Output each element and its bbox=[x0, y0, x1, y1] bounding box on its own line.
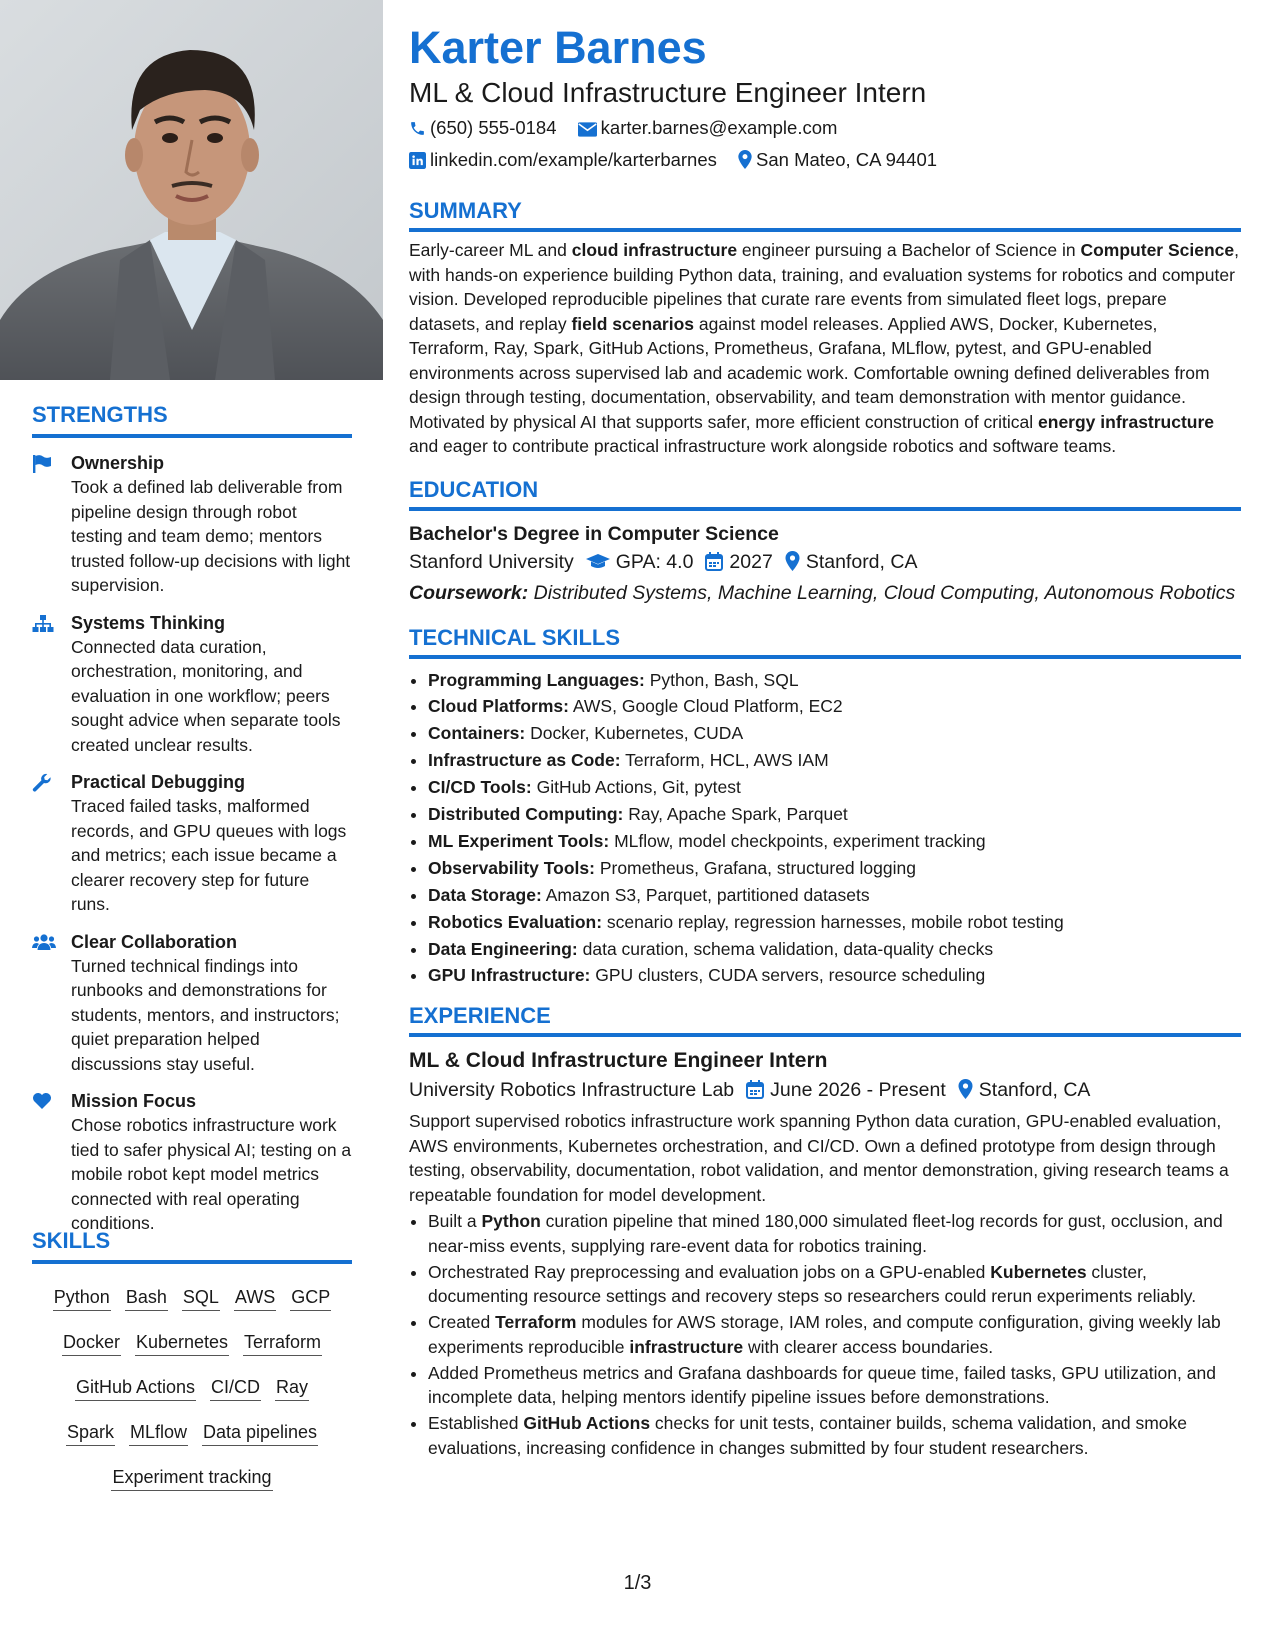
skill-category: Programming Languages: bbox=[428, 669, 645, 690]
degree-title: Bachelor's Degree in Computer Science bbox=[409, 522, 779, 545]
skills-row bbox=[32, 1454, 352, 1499]
bullet-post: curation pipeline that mined 180,000 simulated fleet-log records for gust, occlusion, and near-miss events, supplying rare-event data for robotics training. bbox=[428, 1211, 1223, 1256]
skill-tag: Experiment tracking bbox=[111, 1464, 272, 1491]
technical-skill-item bbox=[428, 936, 1241, 963]
bullet-pre: Added Prometheus metrics and Grafana dashboards for queue time, failed tasks, GPU utilization, and incomplete data, helping mentors identify pipeline issues before demonstrations. bbox=[428, 1362, 1216, 1408]
technical-skill-item bbox=[428, 693, 1241, 720]
summary-part: Early-career ML and bbox=[409, 240, 572, 260]
calendar-icon bbox=[746, 1080, 764, 1099]
skill-values: MLflow, model checkpoints, experiment tracking bbox=[614, 830, 986, 851]
skill-values: Ray, Apache Spark, Parquet bbox=[628, 804, 848, 825]
skill-values: Prometheus, Grafana, structured logging bbox=[599, 857, 916, 878]
skill-category: Observability Tools: bbox=[428, 857, 595, 878]
skill-values: Python, Bash, SQL bbox=[649, 669, 799, 690]
skill-tag: Ray bbox=[275, 1374, 309, 1401]
wrench-icon bbox=[32, 773, 54, 793]
technical-skill-item bbox=[428, 909, 1241, 936]
job-title: ML & Cloud Infrastructure Engineer Intern bbox=[409, 1049, 828, 1073]
summary-part: engineer pursuing a Bachelor of Science in bbox=[737, 240, 1081, 260]
skill-category: Containers: bbox=[428, 723, 526, 744]
summary-bold: field scenarios bbox=[571, 313, 695, 334]
bullet-bold: Python bbox=[481, 1211, 541, 1232]
skill-category: Robotics Evaluation: bbox=[428, 911, 603, 932]
strength-title: Mission Focus bbox=[71, 1091, 197, 1111]
strength-title: Ownership bbox=[71, 453, 165, 473]
job-organization: University Robotics Infrastructure Lab bbox=[409, 1079, 735, 1102]
bullet-pre: Created bbox=[428, 1312, 496, 1333]
education-section bbox=[409, 477, 1241, 605]
users-icon bbox=[32, 933, 54, 953]
summary-heading: SUMMARY bbox=[409, 198, 1241, 232]
skill-category: Distributed Computing: bbox=[428, 804, 624, 825]
education-location: Stanford, CA bbox=[805, 550, 918, 573]
skill-category: ML Experiment Tools: bbox=[428, 830, 610, 851]
strength-description: Chose robotics infrastructure work tied to safer physical AI; testing on a mobile robot kept model metrics connected with real operating conditions. bbox=[71, 1115, 352, 1233]
skill-category: GPU Infrastructure: bbox=[428, 965, 591, 986]
summary-bold: energy infrastructure bbox=[1038, 411, 1215, 432]
skill-tag: AWS bbox=[234, 1284, 276, 1311]
bullet-bold: Terraform bbox=[495, 1312, 577, 1333]
page-number: 1/3 bbox=[623, 1572, 652, 1594]
bullet-post: cluster, documenting resource settings and recovery steps so researchers could rerun experiments reliably. bbox=[428, 1261, 1197, 1307]
experience-heading: EXPERIENCE bbox=[409, 1003, 1241, 1037]
main-column bbox=[409, 22, 1241, 1462]
coursework bbox=[409, 581, 1241, 605]
skill-category: Data Engineering: bbox=[428, 938, 578, 959]
summary-bold: cloud infrastructure bbox=[571, 240, 738, 260]
strength-item bbox=[32, 452, 352, 598]
job-description: Support supervised robotics infrastructure work spanning Python data curation, GPU-enabled evaluation, AWS environments, Kubernetes orchestration, and CI/CD. Own a defined prototype from design through testing, observability, documentation, robot validation, and mentor demonstration, giving research teams a repeatable foundation for model development. bbox=[409, 1111, 1229, 1205]
strength-item bbox=[32, 612, 352, 758]
experience-bullet bbox=[428, 1260, 1241, 1309]
strength-title: Practical Debugging bbox=[71, 772, 246, 792]
strength-title: Clear Collaboration bbox=[71, 931, 238, 952]
skill-tag: Kubernetes bbox=[135, 1329, 229, 1356]
technical-skill-item bbox=[428, 747, 1241, 774]
bullet-post: checks for unit tests, container builds, schema validation, and smoke evaluations, increasing confidence in changes submitted by four student researchers. bbox=[428, 1413, 1187, 1458]
linkedin-icon bbox=[409, 152, 426, 169]
gpa-text: GPA: 4.0 bbox=[615, 550, 694, 573]
technical-skill-item bbox=[428, 855, 1241, 882]
experience-bullet bbox=[428, 1209, 1241, 1258]
technical-skill-item bbox=[428, 882, 1241, 909]
skill-values: Docker, Kubernetes, CUDA bbox=[530, 723, 744, 744]
location-text: San Mateo, CA 94401 bbox=[756, 149, 938, 170]
experience-bullet bbox=[428, 1361, 1241, 1410]
skill-values: Amazon S3, Parquet, partitioned datasets bbox=[545, 884, 870, 905]
coursework-list: Distributed Systems, Machine Learning, Cloud Computing, Autonomous Robotics bbox=[533, 581, 1236, 604]
technical-skill-item bbox=[428, 962, 1241, 989]
skill-tag: Python bbox=[53, 1284, 111, 1311]
bullet-bold2: infrastructure bbox=[629, 1336, 744, 1357]
strength-item bbox=[32, 931, 352, 1077]
skills-section bbox=[32, 1228, 352, 1499]
contact-info bbox=[409, 112, 1241, 176]
linkedin-text: linkedin.com/example/karterbarnes bbox=[430, 149, 717, 170]
bullet-post: modules for AWS storage, IAM roles, and compute configuration, giving weekly lab experiments reproducible bbox=[428, 1312, 1221, 1357]
skill-tag: SQL bbox=[182, 1284, 220, 1311]
technical-skill-item bbox=[428, 667, 1241, 694]
candidate-name: Karter Barnes bbox=[409, 22, 707, 73]
skill-category: CI/CD Tools: bbox=[428, 777, 532, 798]
strengths-section bbox=[32, 402, 352, 1236]
technical-skill-item bbox=[428, 774, 1241, 801]
phone-icon bbox=[409, 120, 426, 137]
strength-item bbox=[32, 771, 352, 917]
bullet-pre: Built a bbox=[428, 1211, 482, 1232]
skill-values: scenario replay, regression harnesses, mobile robot testing bbox=[606, 911, 1064, 932]
strength-description: Turned technical findings into runbooks and demonstrations for students, mentors, and instructors; quiet preparation helped discussions stay useful. bbox=[71, 955, 340, 1074]
email-text: karter.barnes@example.com bbox=[600, 117, 838, 138]
location-pin-icon bbox=[785, 551, 800, 571]
bullet-bold: Kubernetes bbox=[990, 1261, 1087, 1282]
experience-bullet bbox=[428, 1310, 1241, 1359]
summary-part: against model releases. Applied AWS, Docker, Kubernetes, Terraform, Ray, Spark, GitHub Actions, Prometheus, Grafana, MLflow, pytest, and GPU-enabled environments across supervised lab and academic work. Comfortable owning defined deliverables from design through testing, documentation, observability, and team demonstration with mentor guidance. Motivated by physical AI that supports safer, more efficient construction of critical bbox=[409, 313, 1210, 432]
contact-location bbox=[738, 144, 937, 176]
job-dates: June 2026 - Present bbox=[770, 1079, 946, 1102]
sidebar bbox=[0, 0, 383, 1650]
strength-description: Connected data curation, orchestration, monitoring, and evaluation in one workflow; peers sought advice when separate tools created unclear results. bbox=[71, 636, 341, 755]
skill-tag: CI/CD bbox=[210, 1374, 261, 1401]
contact-linkedin[interactable] bbox=[409, 144, 717, 176]
calendar-icon bbox=[705, 552, 723, 571]
sitemap-icon bbox=[32, 614, 54, 634]
job-location: Stanford, CA bbox=[978, 1079, 1091, 1102]
summary-section bbox=[409, 198, 1241, 459]
summary-text bbox=[409, 238, 1241, 459]
technical-skills-section bbox=[409, 625, 1241, 990]
strengths-heading: STRENGTHS bbox=[32, 402, 352, 438]
heart-icon bbox=[32, 1092, 54, 1112]
profile-photo bbox=[0, 0, 383, 380]
skill-tag: Docker bbox=[62, 1329, 121, 1356]
summary-part: and eager to contribute practical infrastructure work alongside robotics and software teams. bbox=[409, 436, 1117, 456]
summary-bold: Computer Science bbox=[1080, 240, 1235, 260]
skill-tag: Spark bbox=[66, 1419, 115, 1446]
job-details bbox=[409, 1075, 1241, 1105]
technical-skill-item bbox=[428, 828, 1241, 855]
bullet-pre: Orchestrated Ray preprocessing and evaluation jobs on a GPU-enabled bbox=[428, 1261, 991, 1282]
skill-values: AWS, Google Cloud Platform, EC2 bbox=[572, 696, 843, 717]
strength-title: Systems Thinking bbox=[71, 612, 226, 633]
bullet-pre: Established bbox=[428, 1413, 524, 1434]
contact-email[interactable] bbox=[578, 112, 838, 144]
skill-values: Terraform, HCL, AWS IAM bbox=[625, 750, 829, 771]
bullet-bold: GitHub Actions bbox=[523, 1413, 651, 1434]
skill-values: data curation, schema validation, data-quality checks bbox=[582, 938, 994, 959]
skills-row bbox=[32, 1409, 352, 1454]
skill-category: Data Storage: bbox=[428, 884, 542, 905]
coursework-label: Coursework: bbox=[409, 581, 529, 604]
skills-row bbox=[32, 1364, 352, 1409]
school-name: Stanford University bbox=[409, 550, 574, 573]
skill-values: GPU clusters, CUDA servers, resource scheduling bbox=[595, 965, 986, 986]
skill-values: GitHub Actions, Git, pytest bbox=[536, 777, 741, 798]
experience-section bbox=[409, 1003, 1241, 1460]
candidate-role: ML & Cloud Infrastructure Engineer Intern bbox=[409, 77, 927, 108]
location-pin-icon bbox=[958, 1079, 973, 1099]
technical-skill-item bbox=[428, 720, 1241, 747]
skill-tag: Terraform bbox=[243, 1329, 322, 1356]
technical-skill-item bbox=[428, 801, 1241, 828]
technical-skills-heading: TECHNICAL SKILLS bbox=[409, 625, 1241, 659]
strength-description: Traced failed tasks, malformed records, and GPU queues with logs and metrics; each issue became a clearer recovery step for future runs. bbox=[71, 796, 347, 914]
flag-icon bbox=[32, 454, 54, 474]
skills-row bbox=[32, 1319, 352, 1364]
skill-tag: Data pipelines bbox=[202, 1419, 318, 1446]
skills-cloud bbox=[32, 1274, 352, 1499]
experience-bullet bbox=[428, 1411, 1241, 1460]
skills-heading: SKILLS bbox=[32, 1228, 352, 1264]
phone-text: (650) 555-0184 bbox=[430, 117, 557, 138]
skill-tag: MLflow bbox=[129, 1419, 188, 1446]
contact-phone bbox=[409, 112, 557, 144]
bullet-post2: with clearer access boundaries. bbox=[743, 1336, 994, 1357]
education-details bbox=[409, 547, 1241, 577]
summary-part: , with hands-on experience building Python data, training, and evaluation systems for robotics and computer vision. Developed reproducible pipelines that curate rare events from simulated fleet logs, prepare datasets, and replay bbox=[409, 240, 1240, 334]
strength-item bbox=[32, 1090, 352, 1236]
skill-tag: GCP bbox=[290, 1284, 331, 1311]
strength-description: Took a defined lab deliverable from pipeline design through robot testing and team demo; mentors trusted follow-up decisions with light supervision. bbox=[71, 477, 351, 595]
skill-tag: GitHub Actions bbox=[75, 1374, 196, 1401]
location-pin-icon bbox=[738, 150, 752, 169]
job-bullets bbox=[409, 1209, 1241, 1460]
skill-tag: Bash bbox=[125, 1284, 168, 1311]
envelope-icon bbox=[578, 122, 597, 137]
skills-row bbox=[32, 1274, 352, 1319]
graduation-year: 2027 bbox=[729, 550, 773, 573]
graduation-cap-icon bbox=[586, 553, 610, 571]
technical-skills-list bbox=[409, 667, 1241, 990]
skill-category: Infrastructure as Code: bbox=[428, 750, 621, 771]
education-heading: EDUCATION bbox=[409, 477, 1241, 511]
skill-category: Cloud Platforms: bbox=[428, 696, 569, 717]
